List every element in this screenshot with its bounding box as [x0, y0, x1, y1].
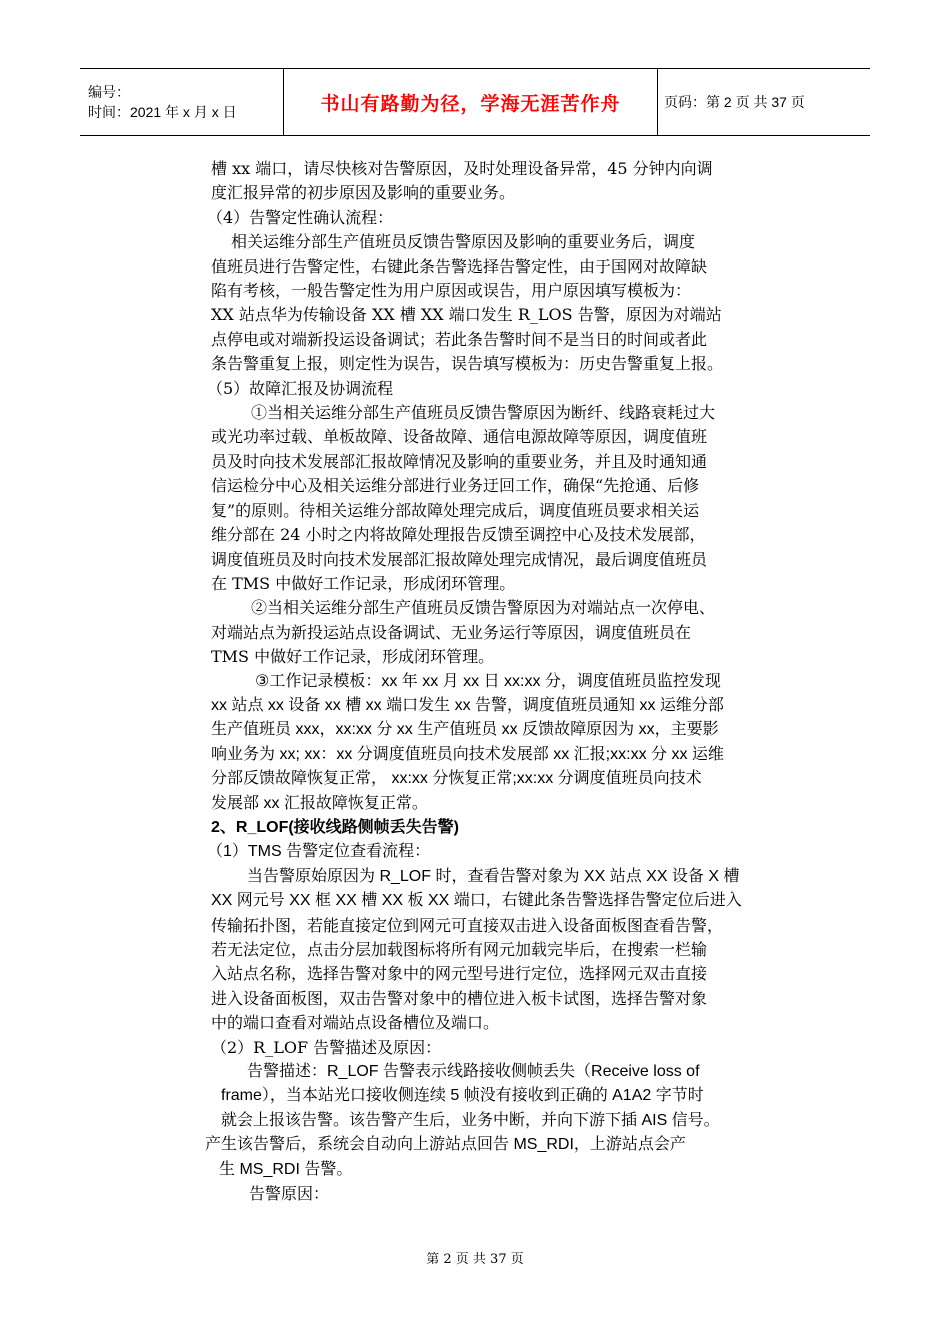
body-line: 生产值班员 xxx，xx:xx 分 xx 生产值班员 xx 反馈故障原因为 xx，主要影 — [211, 721, 719, 739]
page-header — [80, 68, 870, 136]
body-line: 告警原因： — [249, 1184, 330, 1204]
body-line: 告警描述：R_LOF 告警表示线路接收侧帧丢失（Receive loss of — [247, 1063, 700, 1081]
body-line: 当告警原始原因为 R_LOF 时，查看告警对象为 XX 站点 XX 设备 X 槽 — [247, 867, 740, 885]
body-line: 分部反馈故障恢复正常， xx:xx 分恢复正常;xx:xx 分调度值班员向技术 — [211, 770, 702, 788]
body-line: 2、R_LOF(接收线路侧帧丢失告警) — [211, 818, 460, 836]
body-line: 进入设备面板图，双击告警对象中的槽位进入板卡试图，选择告警对象 — [211, 988, 708, 1008]
body-line: ③工作记录模板：xx 年 xx 月 xx 日 xx:xx 分，调度值班员监控发现 — [255, 672, 721, 690]
body-line: 陷有考核，一般告警定性为用户原因或误告，用户原因填写模板为： — [211, 281, 692, 301]
body-line: 响业务为 xx; xx：xx 分调度值班员向技术发展部 xx 汇报;xx:xx 分 xx 运维 — [211, 745, 724, 763]
body-line: XX 网元号 XX 框 XX 槽 XX 板 XX 端口，右键此条告警选择告警定位后进入 — [211, 892, 742, 910]
header-page-number: 页码：第 2 页 共 37 页 — [664, 94, 805, 110]
body-line: 中的端口查看对端站点设备槽位及端口。 — [211, 1013, 500, 1033]
body-line: 相关运维分部生产值班员反馈告警原因及影响的重要业务后，调度 — [231, 232, 696, 252]
body-line: 生 MS_RDI 告警。 — [219, 1160, 353, 1178]
body-line: 点停电或对端新投运设备调试；若此条告警时间不是当日的时间或者此 — [211, 329, 708, 349]
body-line: 发展部 xx 汇报故障恢复正常。 — [211, 794, 428, 812]
body-line: 就会上报该告警。该告警产生后，业务中断，并向下游下插 AIS 信号。 — [221, 1111, 720, 1129]
body-line: xx 站点 xx 设备 xx 槽 xx 端口发生 xx 告警，调度值班员通知 xx 运维分部 — [211, 696, 724, 714]
body-line: 复”的原则。待相关运维分部故障处理完成后，调度值班员要求相关运 — [211, 500, 700, 520]
body-line: （1）TMS 告警定位查看流程： — [207, 843, 431, 861]
body-line: 信运检分中心及相关运维分部进行业务迂回工作，确保“先抢通、后修 — [211, 476, 700, 496]
body-line: 若无法定位，点击分层加载图标将所有网元加载完毕后，在搜索一栏输 — [211, 940, 708, 959]
header-left-cell — [80, 69, 283, 135]
body-line: ②当相关运维分部生产值班员反馈告警原因为对端站点一次停电、 — [251, 598, 716, 618]
body-line: 对端站点为新投运站点设备调试、无业务运行等原因，调度值班员在 — [211, 622, 692, 642]
header-motto: 书山有路勤为径，学海无涯苦作舟 — [320, 92, 621, 115]
document-body — [205, 157, 811, 1206]
body-line: （5）故障汇报及协调流程 — [207, 378, 394, 398]
body-line: 传输拓扑图，若能直接定位到网元可直接双击进入设备面板图查看告警， — [211, 915, 724, 935]
document-date-label: 时间：2021 年 x 月 x 日 — [88, 104, 237, 120]
body-line: 入站点名称，选择告警对象中的网元型号进行定位，选择网元双击直接 — [211, 964, 708, 984]
body-line: XX 站点华为传输设备 XX 槽 XX 端口发生 R_LOS 告警，原因为对端站 — [211, 305, 722, 325]
body-line: frame），当本站光口接收侧连续 5 帧没有接收到正确的 A1A2 字节时 — [221, 1087, 704, 1105]
body-line: 在 TMS 中做好工作记录，形成闭环管理。 — [211, 573, 516, 593]
page-footer: 第 2 页 共 37 页 — [426, 1252, 524, 1267]
body-line: 值班员进行告警定性，右键此条告警选择告警定性，由于国网对故障缺 — [211, 256, 708, 276]
body-line: （2）R_LOF 告警描述及原因： — [211, 1037, 442, 1057]
body-line: 员及时向技术发展部汇报故障情况及影响的重要业务，并且及时通知通 — [211, 451, 708, 471]
header-motto-cell — [283, 69, 658, 135]
body-line: TMS 中做好工作记录，形成闭环管理。 — [211, 647, 495, 667]
body-line: 或光功率过载、单板故障、设备故障、通信电源故障等原因，调度值班 — [211, 427, 708, 447]
body-line: 调度值班员及时向技术发展部汇报故障处理完成情况，最后调度值班员 — [211, 549, 708, 569]
body-line: 槽 xx 端口，请尽快核对告警原因，及时处理设备异常，45 分钟内向调 — [211, 159, 713, 178]
body-line: 条告警重复上报，则定性为误告，误告填写模板为：历史告警重复上报。 — [211, 354, 724, 374]
body-line: （4）告警定性确认流程： — [207, 207, 394, 227]
body-line: 度汇报异常的初步原因及影响的重要业务。 — [211, 183, 516, 203]
body-line: 维分部在 24 小时之内将故障处理报告反馈至调控中心及技术发展部， — [211, 525, 706, 545]
body-line: 产生该告警后，系统会自动向上游站点回告 MS_RDI，上游站点会产 — [205, 1136, 686, 1154]
document-number-label: 编号： — [88, 84, 130, 100]
header-page-cell — [658, 69, 870, 135]
body-line: ①当相关运维分部生产值班员反馈告警原因为断纤、线路衰耗过大 — [251, 403, 716, 423]
